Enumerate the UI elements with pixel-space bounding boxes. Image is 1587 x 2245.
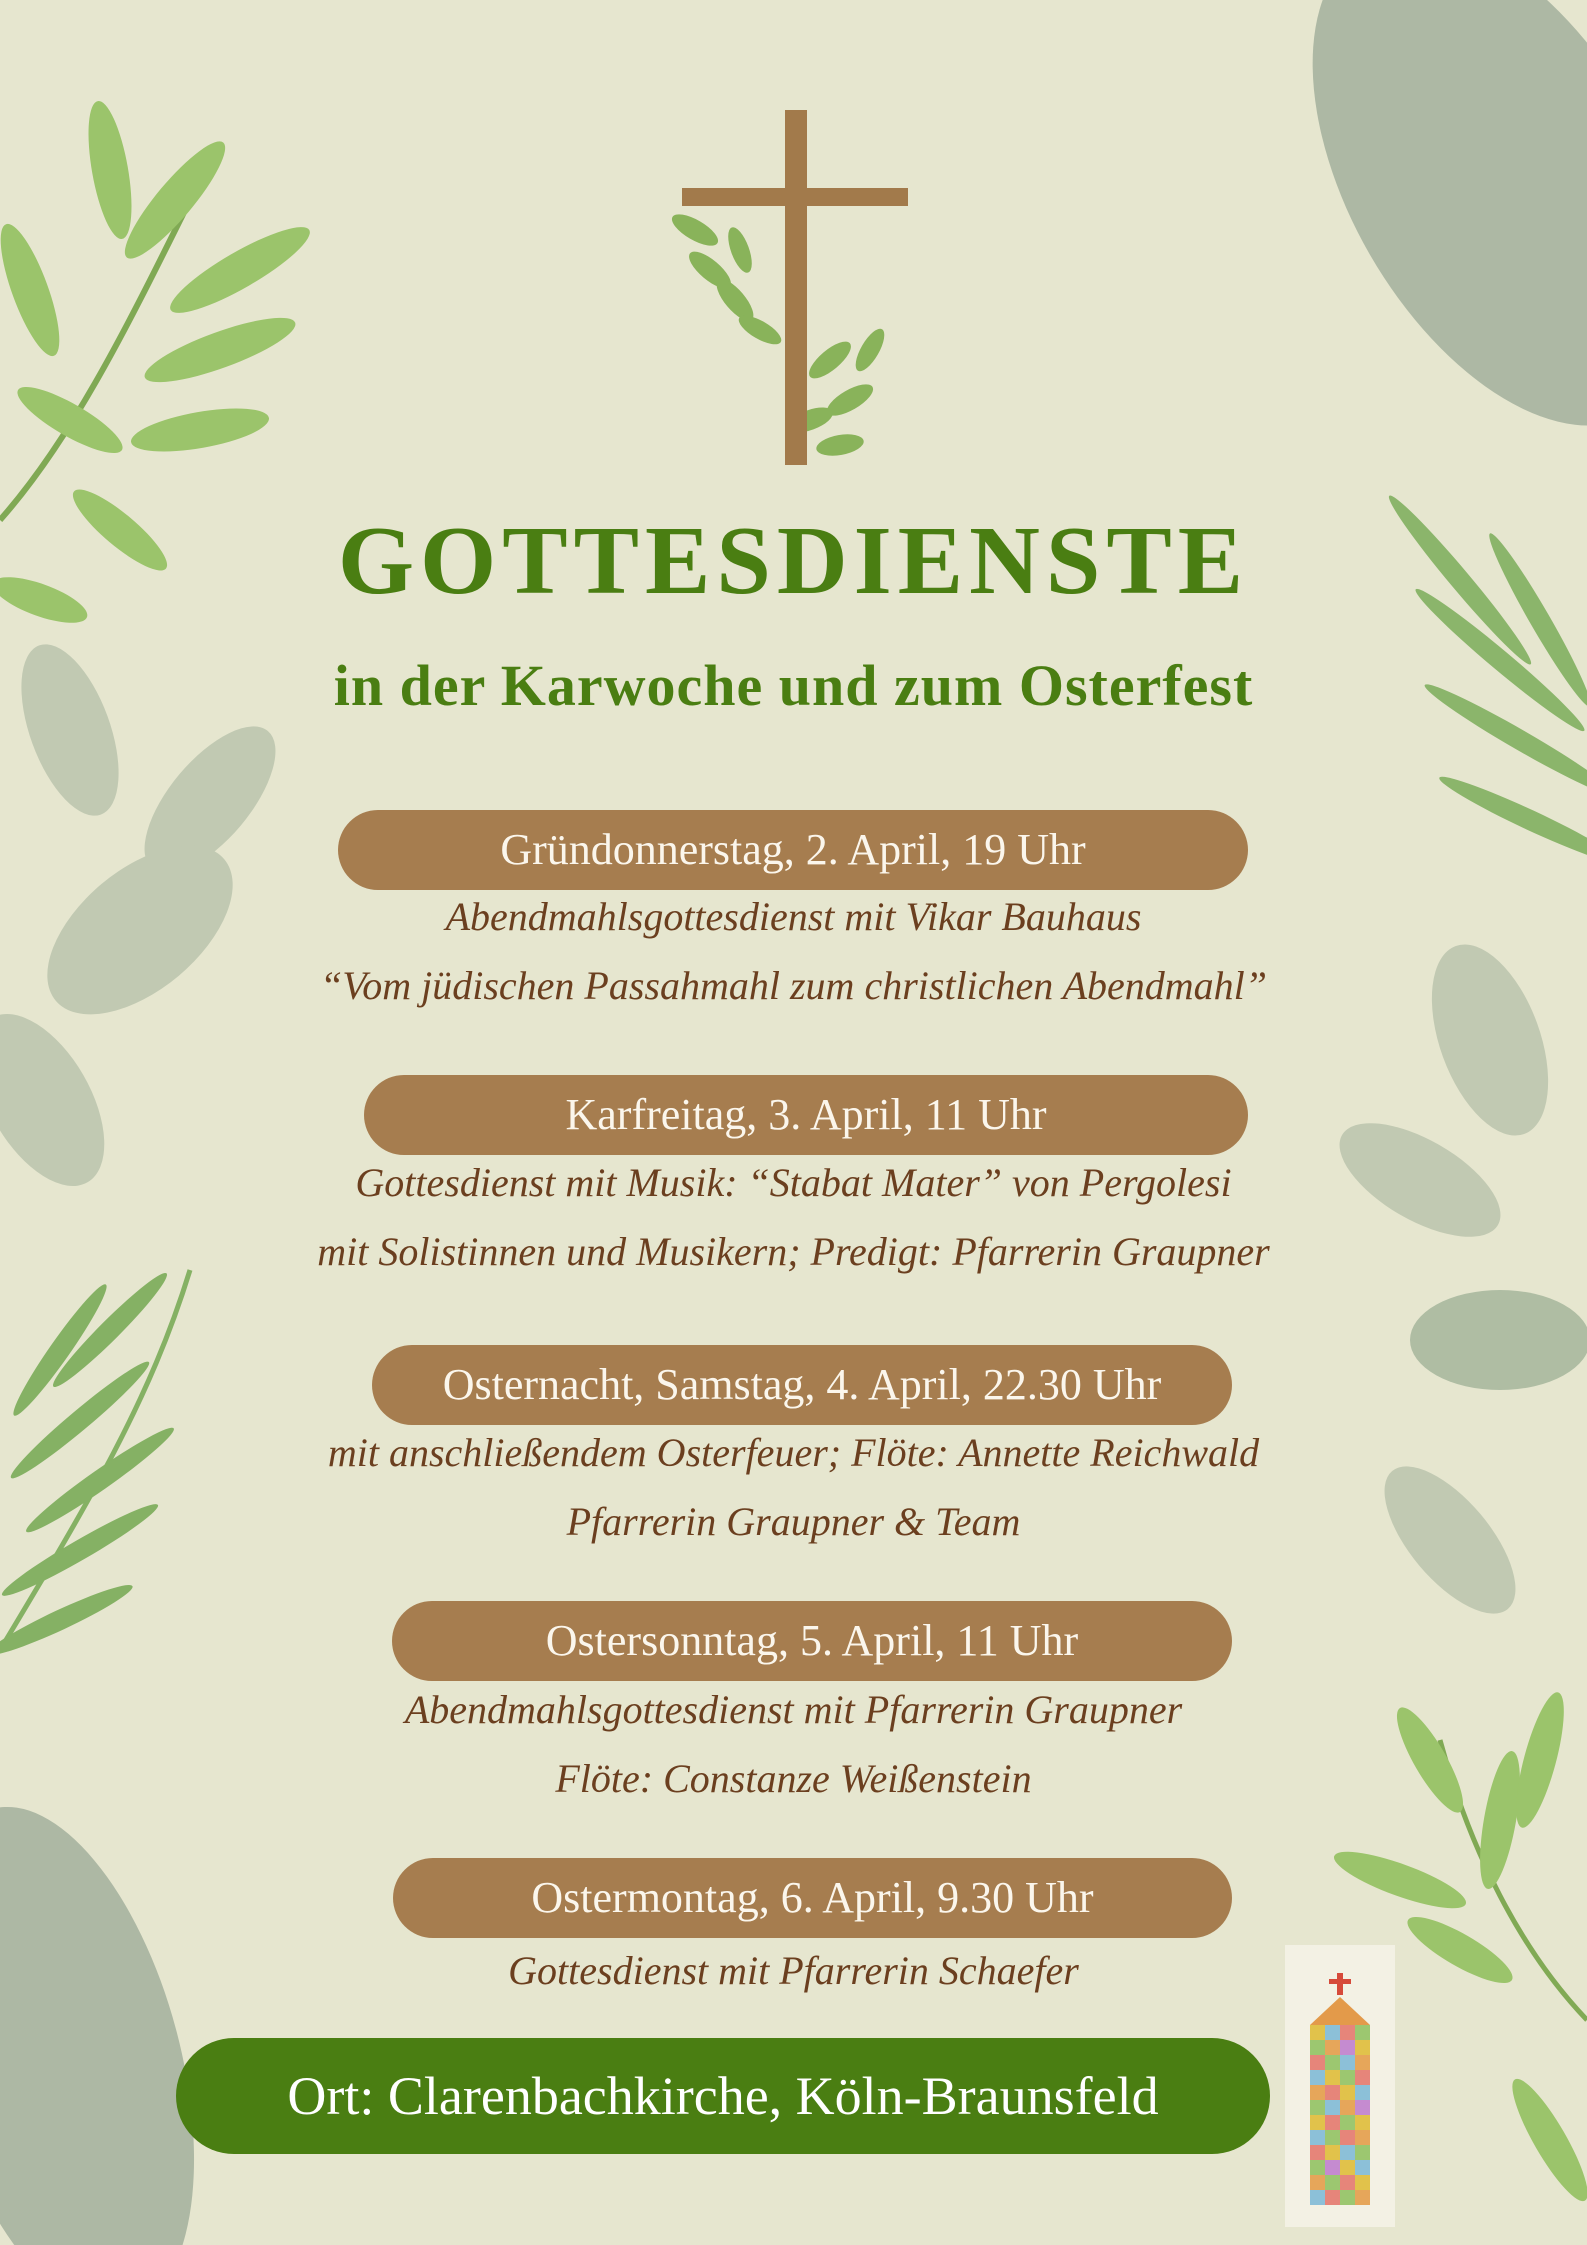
service-line: Flöte: Constanze Weißenstein <box>555 1756 1032 1801</box>
service-line: “Vom jüdischen Passahmahl zum christlichen Abendmahl” <box>319 963 1267 1008</box>
service-line: Abendmahlsgottesdienst mit Pfarrerin Graupner <box>404 1687 1183 1732</box>
page-subtitle: in der Karwoche und zum Osterfest <box>333 653 1254 718</box>
service-heading: Ostermontag, 6. April, 9.30 Uhr <box>393 1858 1232 1938</box>
service-heading: Osternacht, Samstag, 4. April, 22.30 Uhr <box>372 1345 1232 1425</box>
service-heading: Gründonnerstag, 2. April, 19 Uhr <box>338 810 1248 890</box>
service-line: mit Solistinnen und Musikern; Predigt: Pfarrerin Graupner <box>317 1229 1270 1274</box>
page-title: GOTTESDIENSTE <box>337 507 1250 615</box>
service-line: Abendmahlsgottesdienst mit Vikar Bauhaus <box>445 894 1142 939</box>
service-heading: Karfreitag, 3. April, 11 Uhr <box>364 1075 1248 1155</box>
service-line: Gottesdienst mit Musik: “Stabat Mater” von Pergolesi <box>355 1160 1232 1205</box>
service-heading: Ostersonntag, 5. April, 11 Uhr <box>392 1601 1232 1681</box>
service-line: Pfarrerin Graupner & Team <box>566 1499 1021 1544</box>
church-window-logo <box>1285 1945 1395 2227</box>
service-line: Gottesdienst mit Pfarrerin Schaefer <box>508 1948 1079 1993</box>
cross-icon <box>640 100 920 490</box>
location-banner: Ort: Clarenbachkirche, Köln-Braunsfeld <box>176 2038 1270 2154</box>
service-line: mit anschließendem Osterfeuer; Flöte: Annette Reichwald <box>327 1430 1260 1475</box>
